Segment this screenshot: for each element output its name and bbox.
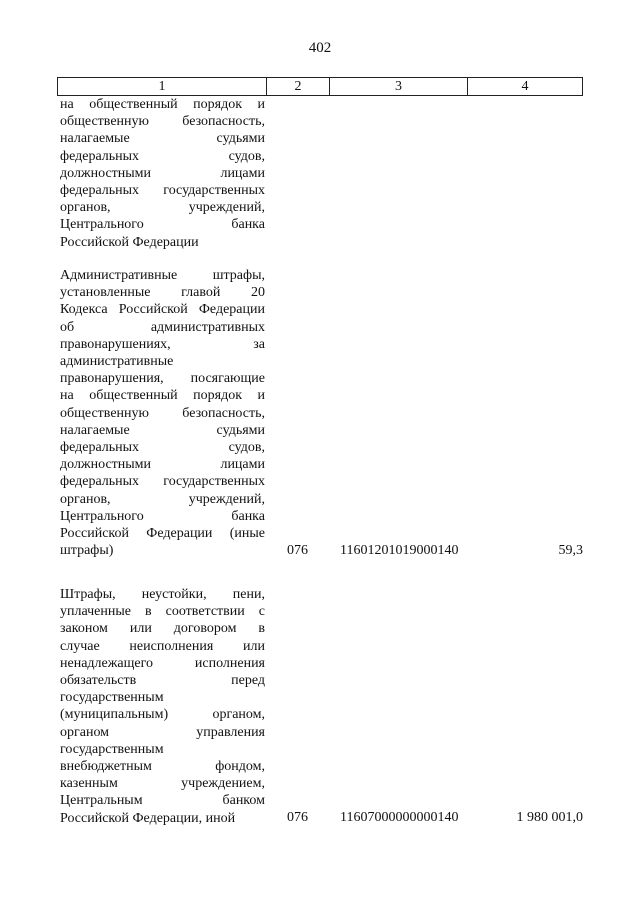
description-line: Российской Федерации (иные [60,526,265,542]
description-line: федеральных государственных [60,474,265,490]
description-line: установленные главой 20 [60,285,265,301]
row-description [60,586,265,827]
row-code: 076 [287,810,308,825]
row-description [60,267,265,559]
description-line: федеральных судов, [60,148,265,164]
description-line: казенным учреждением, [60,776,265,792]
description-line: Центральным банком [60,793,265,809]
description-line: Кодекса Российской Федерации [60,302,265,318]
description-line: органов, учреждений, [60,491,265,507]
description-line: административные [60,354,174,370]
description-line: Центрального банка [60,508,265,524]
description-line: законом или договором в [60,621,265,637]
description-line: ненадлежащего исполнения [60,655,265,671]
description-line: государственным [60,741,164,757]
description-line: обязательств перед [60,673,265,689]
description-line: федеральных государственных [60,183,265,199]
description-line: Административные штрафы, [60,268,265,283]
description-line: налагаемые судьями [60,422,265,438]
column-header-1: 1 [58,78,267,96]
description-line: на общественный порядок и [60,388,265,404]
description-line: Центрального банка [60,217,265,233]
column-header-4: 4 [468,78,583,96]
description-line: органов, учреждений, [60,200,265,216]
row-amount: 1 980 001,0 [516,810,583,825]
description-line: внебюджетным фондом, [60,759,265,775]
row-amount: 59,3 [558,543,583,558]
description-line: Российской Федерации [60,234,199,250]
description-line: общественную безопасность, [60,405,265,421]
row-code: 076 [287,543,308,558]
description-line: должностными лицами [60,457,265,473]
description-line: об административных [60,319,265,335]
page-number: 402 [308,40,332,56]
column-header-row [58,78,583,96]
description-line: общественную безопасность, [60,114,265,130]
description-line: должностными лицами [60,165,265,181]
description-line: правонарушения, посягающие [60,371,265,387]
description-line: правонарушениях, за [60,336,265,352]
description-line: государственным [60,690,164,706]
description-line: налагаемые судьями [60,131,265,147]
row-kbk: 11601201019000140 [340,543,459,558]
description-line: случае неисполнения или [60,638,265,654]
description-line: на общественный порядок и [60,97,265,112]
description-line: федеральных судов, [60,440,265,456]
description-line: штрафы) [60,543,114,559]
row-kbk: 11607000000000140 [340,810,459,825]
column-header-2: 2 [267,78,330,96]
row-description [60,96,265,251]
description-line: Штрафы, неустойки, пени, [60,587,265,602]
description-line: органом управления [60,724,265,740]
column-header-3: 3 [330,78,468,96]
column-header-table [57,77,583,96]
description-line: Российской Федерации, иной [60,810,236,826]
description-line: (муниципальным) органом, [60,707,265,723]
description-line: уплаченные в соответствии с [60,604,265,620]
